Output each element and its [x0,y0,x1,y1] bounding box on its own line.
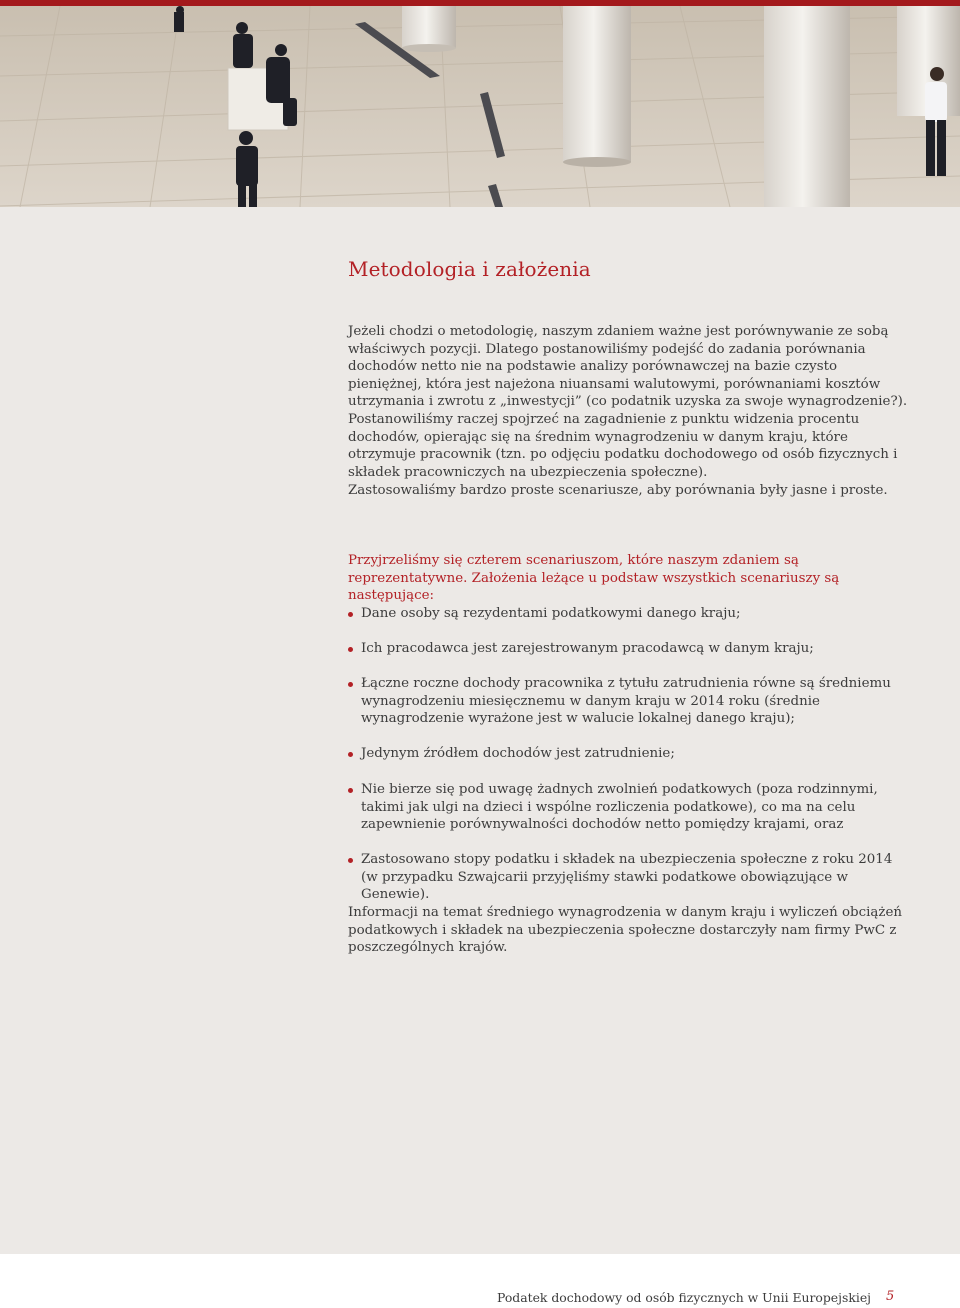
list-item-text: Łączne roczne dochody pracownika z tytułu zatrudnienia równe są średniemu wynagrodzeniu miesięcznemu w danym kraju w 2014 roku (średnie wynagrodzenie wyrażone jest w walucie lokalnej danego kraju); [361,676,891,727]
office-lobby-photo-icon [0,6,960,207]
page-number: 5 [886,1289,895,1304]
list-item [348,675,908,728]
closing-text: Informacji na temat średniego wynagrodzenia w danym kraju i wyliczeń obciążeń podatkowych i składek na ubezpieczenia społeczne dostarczyły nam firmy PwC z poszczególnych krajów. [348,905,902,956]
list-item-text: Dane osoby są rezydentami podatkowymi danego kraju; [361,606,741,621]
list-item [348,745,908,763]
list-item-text: Jedynym źródłem dochodów jest zatrudnienie; [361,746,675,761]
intro-text: Jeżeli chodzi o metodologię, naszym zdaniem ważne jest porównywanie ze sobą właściwych pozycji. Dlatego postanowiliśmy podejść do zadania porównania dochodów netto nie na podstawie analizy porównawczej na bazie czysto pieniężnej, która jest najeżona niuansami walutowymi, porównaniami kosztów utrzymania i zwrotu z „inwestycji” (co podatnik uzyska za swoje wynagrodzenie?). Postanowiliśmy raczej spojrzeć na zagadnienie z punktu widzenia procentu dochodów, opierając się na średnim wynagrodzeniu w danym kraju, które otrzymuje pracownik (tzn. po odjęciu podatku dochodowego od osób fizycznych i składek pracowniczych na ubezpieczenia społeczne). [348,324,908,480]
list-item-text: Ich pracodawca jest zarejestrowanym pracodawcą w danym kraju; [361,641,814,656]
list-item [348,640,908,658]
bullet-icon [348,647,353,652]
highlight-text: Przyjrzeliśmy się czterem scenariuszom, które naszym zdaniem są reprezentatywne. Założenia leżące u podstaw wszystkich scenariuszy są następujące: [348,553,840,604]
list-item-text: Nie bierze się pod uwagę żadnych zwolnień podatkowych (poza rodzinnymi, takimi jak ulgi na dzieci i wspólne rozliczenia podatkowe), co ma na celu zapewnienie porównywalności dochodów netto pomiędzy krajami, oraz [361,782,878,833]
bullet-icon [348,612,353,617]
footer-running-title: Podatek dochodowy od osób fizycznych w Unii Europejskiej [496,1290,871,1305]
list-item [348,851,908,904]
list-item [348,605,908,623]
bullet-icon [348,752,353,757]
header-photo [0,6,960,207]
scenario-text: Zastosowaliśmy bardzo proste scenariusze, aby porównania były jasne i proste. [348,483,888,498]
scenario-paragraph [348,482,908,500]
page-title: Metodologia i założenia [348,257,591,281]
bullet-icon [348,788,353,793]
list-item [348,781,908,834]
bullet-icon [348,858,353,863]
list-item-text: Zastosowano stopy podatku i składek na ubezpieczenia społeczne z roku 2014 (w przypadku Szwajcarii przyjęliśmy stawki podatkowe obowiązujące w Genewie). [361,852,893,903]
highlight-paragraph [348,552,908,605]
closing-paragraph [348,904,908,957]
intro-paragraph [348,323,908,481]
bullet-icon [348,682,353,687]
